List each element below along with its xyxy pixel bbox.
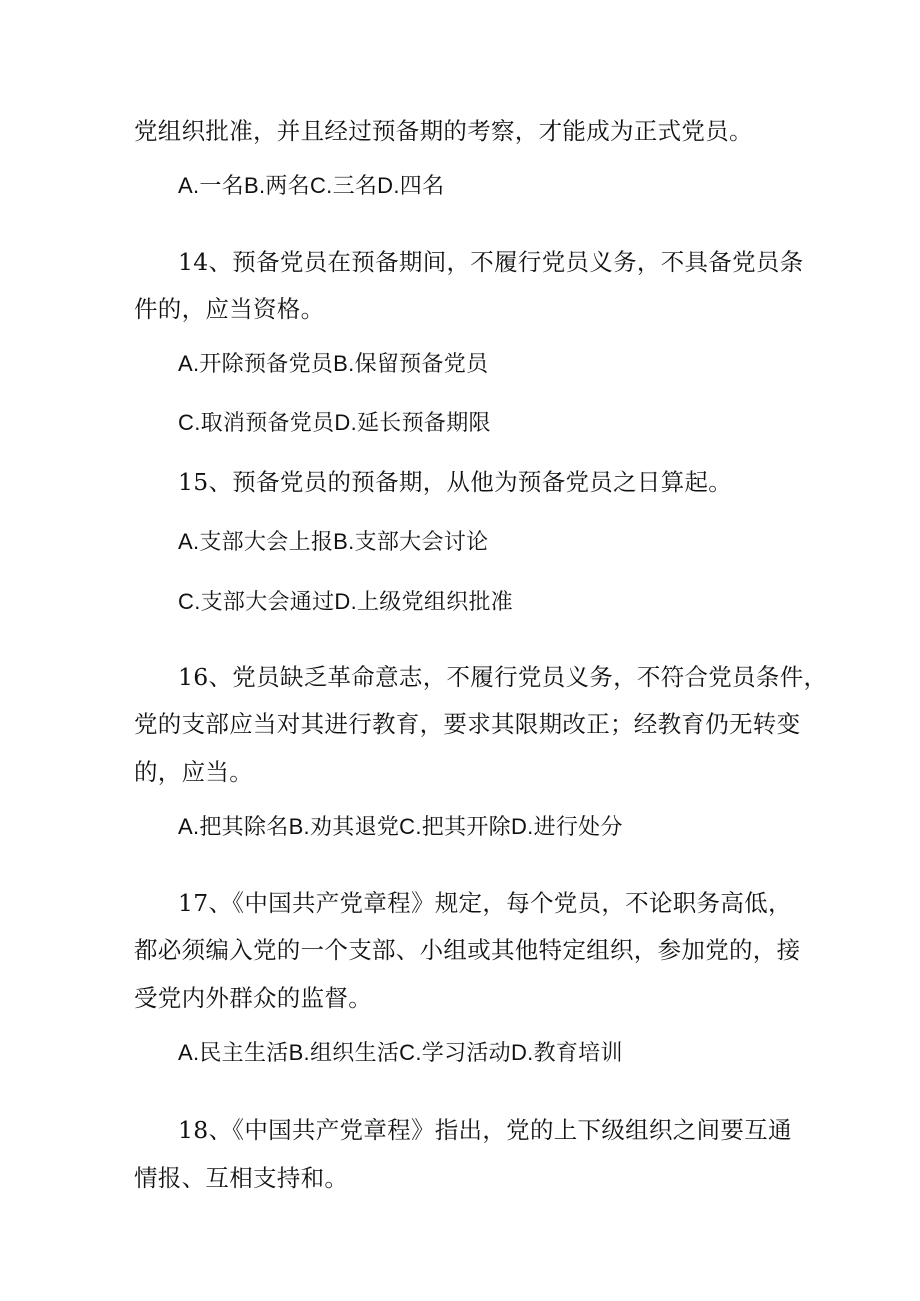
q17-line-3: 受党内外群众的监督。 <box>134 984 372 1012</box>
q16-line-1: 16、党员缺乏革命意志，不履行党员义务，不符合党员条件， <box>178 663 828 691</box>
q15-options-1: A.支部大会上报B.支部大会讨论 <box>178 529 489 554</box>
q17-line-2: 都必须编入党的一个支部、小组或其他特定组织，参加党的，接 <box>134 936 801 964</box>
q14-line-1: 14、预备党员在预备期间，不履行党员义务，不具备党员条 <box>178 248 804 276</box>
q14-options-1: A.开除预备党员B.保留预备党员 <box>178 351 489 376</box>
q18-line-2: 情报、互相支持和。 <box>134 1164 349 1192</box>
q16-line-2: 党的支部应当对其进行教育，要求其限期改正；经教育仍无转变 <box>134 710 801 738</box>
q14-options-2: C.取消预备党员D.延长预备期限 <box>178 410 491 435</box>
q18-line-1: 18、《中国共产党章程》指出，党的上下级组织之间要互通 <box>178 1116 792 1144</box>
q15-line-1: 15、预备党员的预备期，从他为预备党员之日算起。 <box>178 468 733 496</box>
q16-line-3: 的，应当。 <box>134 758 253 786</box>
q15-options-2: C.支部大会通过D.上级党组织批准 <box>178 589 514 614</box>
q17-options-1: A.民主生活B.组织生活C.学习活动D.教育培训 <box>178 1040 623 1065</box>
q16-options-1: A.把其除名B.劝其退党C.把其开除D.进行处分 <box>178 814 623 839</box>
q14-line-2: 件的，应当资格。 <box>134 295 325 323</box>
q17-line-1: 17、《中国共产党章程》规定，每个党员，不论职务高低， <box>178 889 792 917</box>
paragraph-continuation: 党组织批准，并且经过预备期的考察，才能成为正式党员。 <box>134 117 753 145</box>
q13-options: A.一名B.两名C.三名D.四名 <box>178 173 445 198</box>
